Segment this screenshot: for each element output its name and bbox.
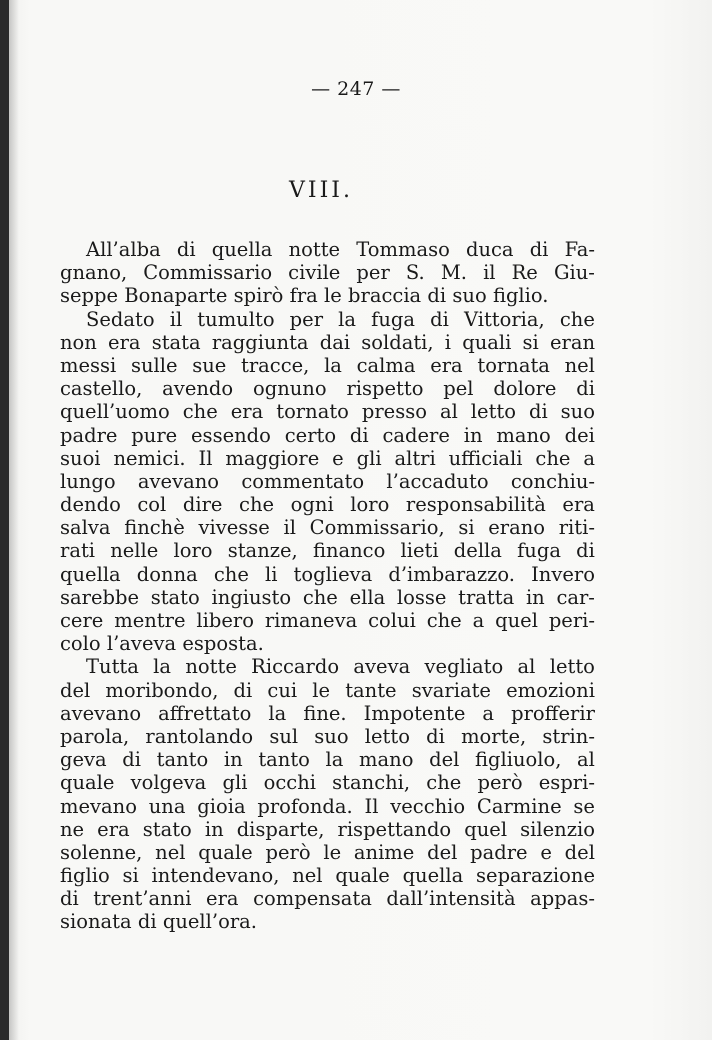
binding-edge — [0, 0, 9, 1040]
text-line: mevano una gioia profonda. Il vecchio Carmine se — [60, 794, 595, 818]
page-number: — 247 — — [311, 78, 401, 100]
text-line: parola, rantolando sul suo letto di morte, strin- — [60, 724, 595, 748]
text-line: solenne, nel quale però le anime del padre e del — [60, 840, 595, 864]
paragraph — [60, 655, 595, 933]
text-line: quell’uomo che era tornato presso al letto di suo — [60, 400, 595, 424]
paragraph — [60, 238, 595, 308]
text-line: messi sulle sue tracce, la calma era tornata nel — [60, 353, 595, 377]
text-line: padre pure essendo certo di cadere in mano dei — [60, 423, 595, 447]
text-line: quella donna che li toglieva d’imbarazzo. Invero — [60, 562, 595, 586]
text-line: sarebbe stato ingiusto che ella losse tratta in car- — [60, 585, 595, 609]
text-line: dendo col dire che ogni loro responsabilità era — [60, 493, 595, 517]
text-line: quale volgeva gli occhi stanchi, che però espri- — [60, 771, 595, 795]
text-line: suoi nemici. Il maggiore e gli altri ufficiali che a — [60, 446, 595, 470]
text-line: ne era stato in disparte, rispettando quel silenzio — [60, 817, 595, 841]
text-line: sionata di quell’ora. — [60, 910, 257, 934]
text-line: di trent’anni era compensata dall’intensità appas- — [60, 887, 595, 911]
text-line: salva finchè vivesse il Commissario, si erano riti- — [60, 516, 595, 540]
body-text — [60, 238, 595, 934]
text-line: del moribondo, di cui le tante svariate emozioni — [60, 678, 595, 702]
text-line: lungo avevano commentato l’accaduto conchiu- — [60, 469, 595, 493]
text-line: colo l’aveva esposta. — [60, 632, 264, 656]
paragraph — [60, 308, 595, 656]
text-line: Sedato il tumulto per la fuga di Vittoria, che — [86, 307, 595, 331]
text-line: rati nelle loro stanze, financo lieti della fuga di — [60, 539, 595, 563]
text-line: castello, avendo ognuno rispetto pel dolore di — [60, 377, 595, 401]
text-line: figlio si intendevano, nel quale quella separazione — [60, 864, 595, 888]
text-line: avevano affrettato la fine. Impotente a profferir — [60, 701, 595, 725]
binding-shadow — [9, 0, 19, 1040]
text-line: All’alba di quella notte Tommaso duca di Fa- — [86, 238, 595, 261]
text-line: cere mentre libero rimaneva colui che a quel peri- — [60, 609, 595, 632]
text-line: seppe Bonaparte spirò fra le braccia di suo figlio. — [60, 284, 549, 308]
text-line: geva di tanto in tanto la mano del figliuolo, al — [60, 748, 595, 772]
text-line: non era stata raggiunta dai soldati, i quali si eran — [60, 330, 595, 354]
text-line: Tutta la notte Riccardo aveva vegliato al letto — [86, 655, 595, 679]
text-line: gnano, Commissario civile per S. M. il Re Giu- — [60, 261, 595, 285]
chapter-heading: VIII. — [289, 178, 353, 203]
